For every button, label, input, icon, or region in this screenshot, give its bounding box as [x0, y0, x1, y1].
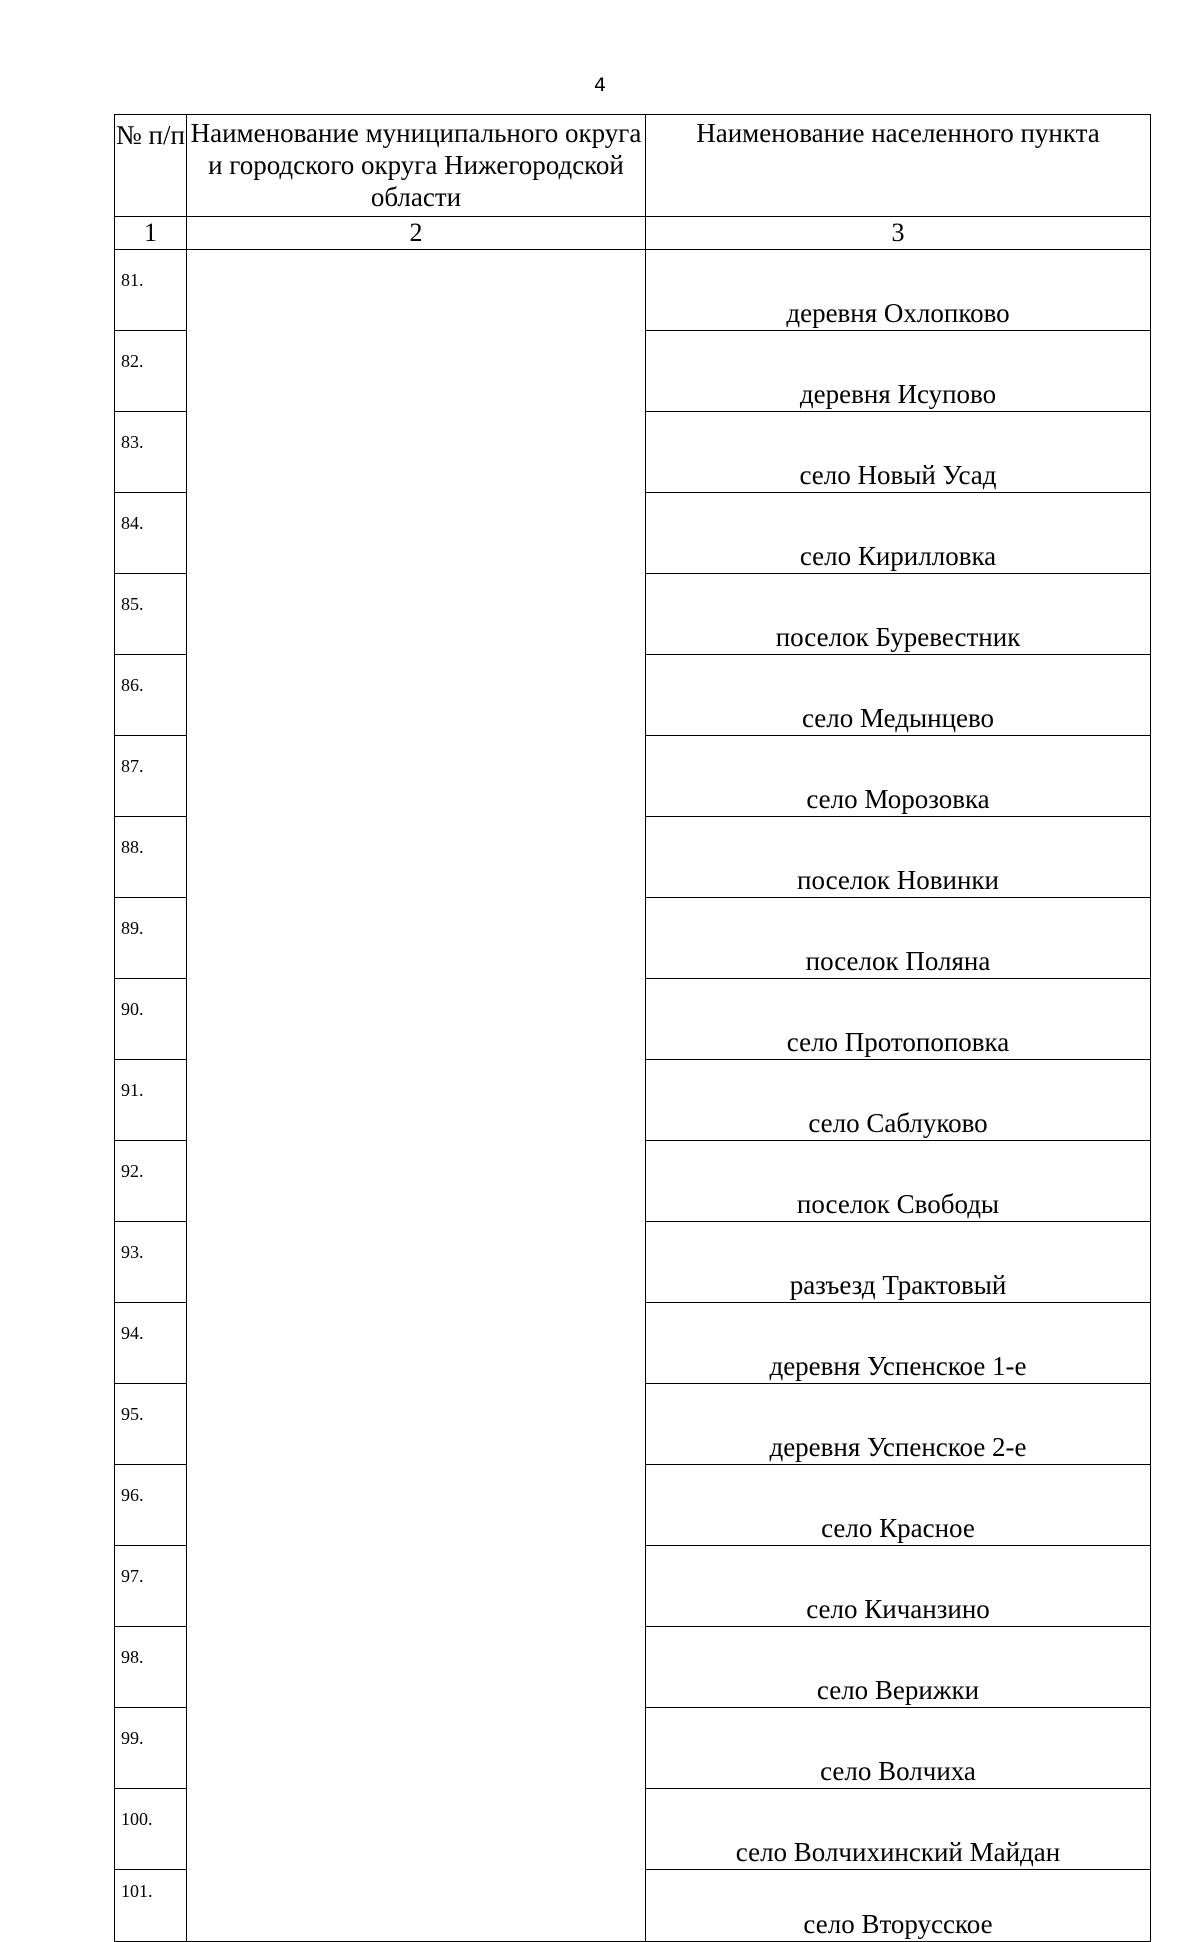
settlement-name: поселок Новинки — [646, 817, 1151, 898]
row-number: 81. — [115, 250, 187, 331]
row-number: 94. — [115, 1303, 187, 1384]
column-number: 1 — [115, 217, 187, 250]
settlement-name: деревня Исупово — [646, 331, 1151, 412]
row-number: 93. — [115, 1222, 187, 1303]
row-number: 100. — [115, 1789, 187, 1870]
settlement-name: поселок Буревестник — [646, 574, 1151, 655]
row-number: 86. — [115, 655, 187, 736]
header-number: № п/п — [115, 115, 187, 217]
row-number: 96. — [115, 1465, 187, 1546]
settlement-name: село Новый Усад — [646, 412, 1151, 493]
row-number: 82. — [115, 331, 187, 412]
row-number: 101. — [115, 1870, 187, 1942]
table-row — [115, 250, 1151, 331]
settlement-name: село Волчиха — [646, 1708, 1151, 1789]
row-number: 89. — [115, 898, 187, 979]
row-number: 83. — [115, 412, 187, 493]
column-number: 3 — [646, 217, 1151, 250]
settlement-name: село Волчихинский Майдан — [646, 1789, 1151, 1870]
settlement-name: село Вторусское — [646, 1870, 1151, 1942]
settlement-name: село Кичанзино — [646, 1546, 1151, 1627]
settlement-name: деревня Охлопково — [646, 250, 1151, 331]
settlement-name: село Саблуково — [646, 1060, 1151, 1141]
row-number: 84. — [115, 493, 187, 574]
row-number: 85. — [115, 574, 187, 655]
settlements-table — [114, 114, 1151, 1942]
row-number: 91. — [115, 1060, 187, 1141]
settlement-name: село Красное — [646, 1465, 1151, 1546]
row-number: 95. — [115, 1384, 187, 1465]
row-number: 97. — [115, 1546, 187, 1627]
row-number: 87. — [115, 736, 187, 817]
column-number: 2 — [187, 217, 646, 250]
settlement-name: село Морозовка — [646, 736, 1151, 817]
table-header-row — [115, 115, 1151, 217]
row-number: 99. — [115, 1708, 187, 1789]
settlement-name: село Кирилловка — [646, 493, 1151, 574]
settlement-name: деревня Успенское 1-е — [646, 1303, 1151, 1384]
column-number-row — [115, 217, 1151, 250]
settlement-name: село Верижки — [646, 1627, 1151, 1708]
header-settlement: Наименование населенного пункта — [646, 115, 1151, 217]
settlement-name: село Протопоповка — [646, 979, 1151, 1060]
row-number: 98. — [115, 1627, 187, 1708]
settlement-name: село Медынцево — [646, 655, 1151, 736]
header-municipality: Наименование муниципального округа и городского округа Нижегородской области — [187, 115, 646, 217]
municipality-cell — [187, 250, 646, 1942]
row-number: 92. — [115, 1141, 187, 1222]
page-number: 4 — [593, 74, 607, 96]
settlement-name: разъезд Трактовый — [646, 1222, 1151, 1303]
row-number: 90. — [115, 979, 187, 1060]
settlement-name: деревня Успенское 2-е — [646, 1384, 1151, 1465]
settlement-name: поселок Поляна — [646, 898, 1151, 979]
row-number: 88. — [115, 817, 187, 898]
settlement-name: поселок Свободы — [646, 1141, 1151, 1222]
